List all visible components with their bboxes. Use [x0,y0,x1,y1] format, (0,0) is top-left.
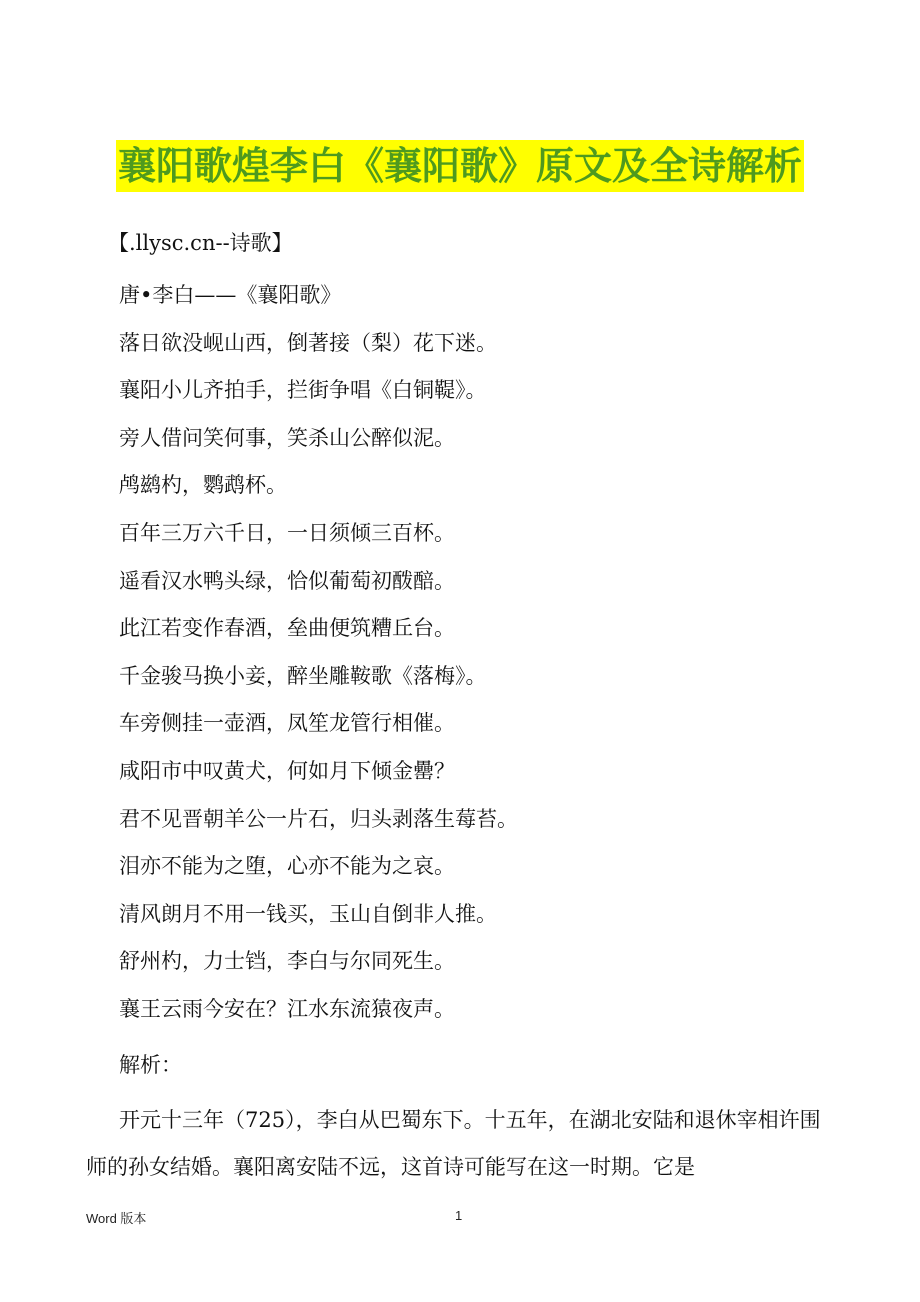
page-title: 襄阳歌煌李白《襄阳歌》原文及全诗解析 [116,140,804,192]
poem-line: 鸬鹚杓，鹦鹉杯。 [119,473,287,498]
analysis-heading: 解析： [119,1053,182,1077]
poem-line: 遥看汉水鸭头绿，恰似葡萄初酦醅。 [119,568,455,593]
poem-line: 襄王云雨今安在？江水东流猿夜声。 [119,996,455,1021]
poem-line: 清风朗月不用一钱买，玉山自倒非人推。 [119,901,497,926]
poem-line: 车旁侧挂一壶酒，凤笙龙管行相催。 [119,711,455,736]
poem-line: 泪亦不能为之堕，心亦不能为之哀。 [119,854,455,879]
poem-line: 百年三万六千日，一日须倾三百杯。 [119,520,455,545]
analysis-paragraph: 开元十三年（725），李白从巴蜀东下。十五年，在湖北安陆和退休宰相许围师的孙女结婚。襄阳离安陆不远，这首诗可能写在这一时期。它是 [86,1108,821,1179]
title-block [0,140,920,192]
poem-line: 落日欲没岘山西，倒著接（梨）花下迷。 [119,330,497,355]
footer-label: Word 版本 [86,1211,147,1226]
poem-line: 咸阳市中叹黄犬，何如月下倾金罍？ [119,758,455,783]
poem-line: 舒州杓，力士铛，李白与尔同死生。 [119,949,455,974]
poem-lines [119,280,518,1042]
poem-line: 唐•李白——《襄阳歌》 [119,283,342,307]
page-number: 1 [455,1208,463,1223]
poem-line: 襄阳小儿齐拍手，拦街争唱《白铜鞮》。 [119,378,487,403]
source-tag: 【.llysc.cn--诗歌】 [108,231,293,255]
poem-line: 旁人借问笑何事，笑杀山公醉似泥。 [119,425,455,450]
poem-line: 君不见晋朝羊公一片石，归头剥落生莓苔。 [119,806,518,831]
poem-line: 此江若变作春酒，垒曲便筑糟丘台。 [119,616,455,641]
poem-line: 千金骏马换小妾，醉坐雕鞍歌《落梅》。 [119,663,487,688]
